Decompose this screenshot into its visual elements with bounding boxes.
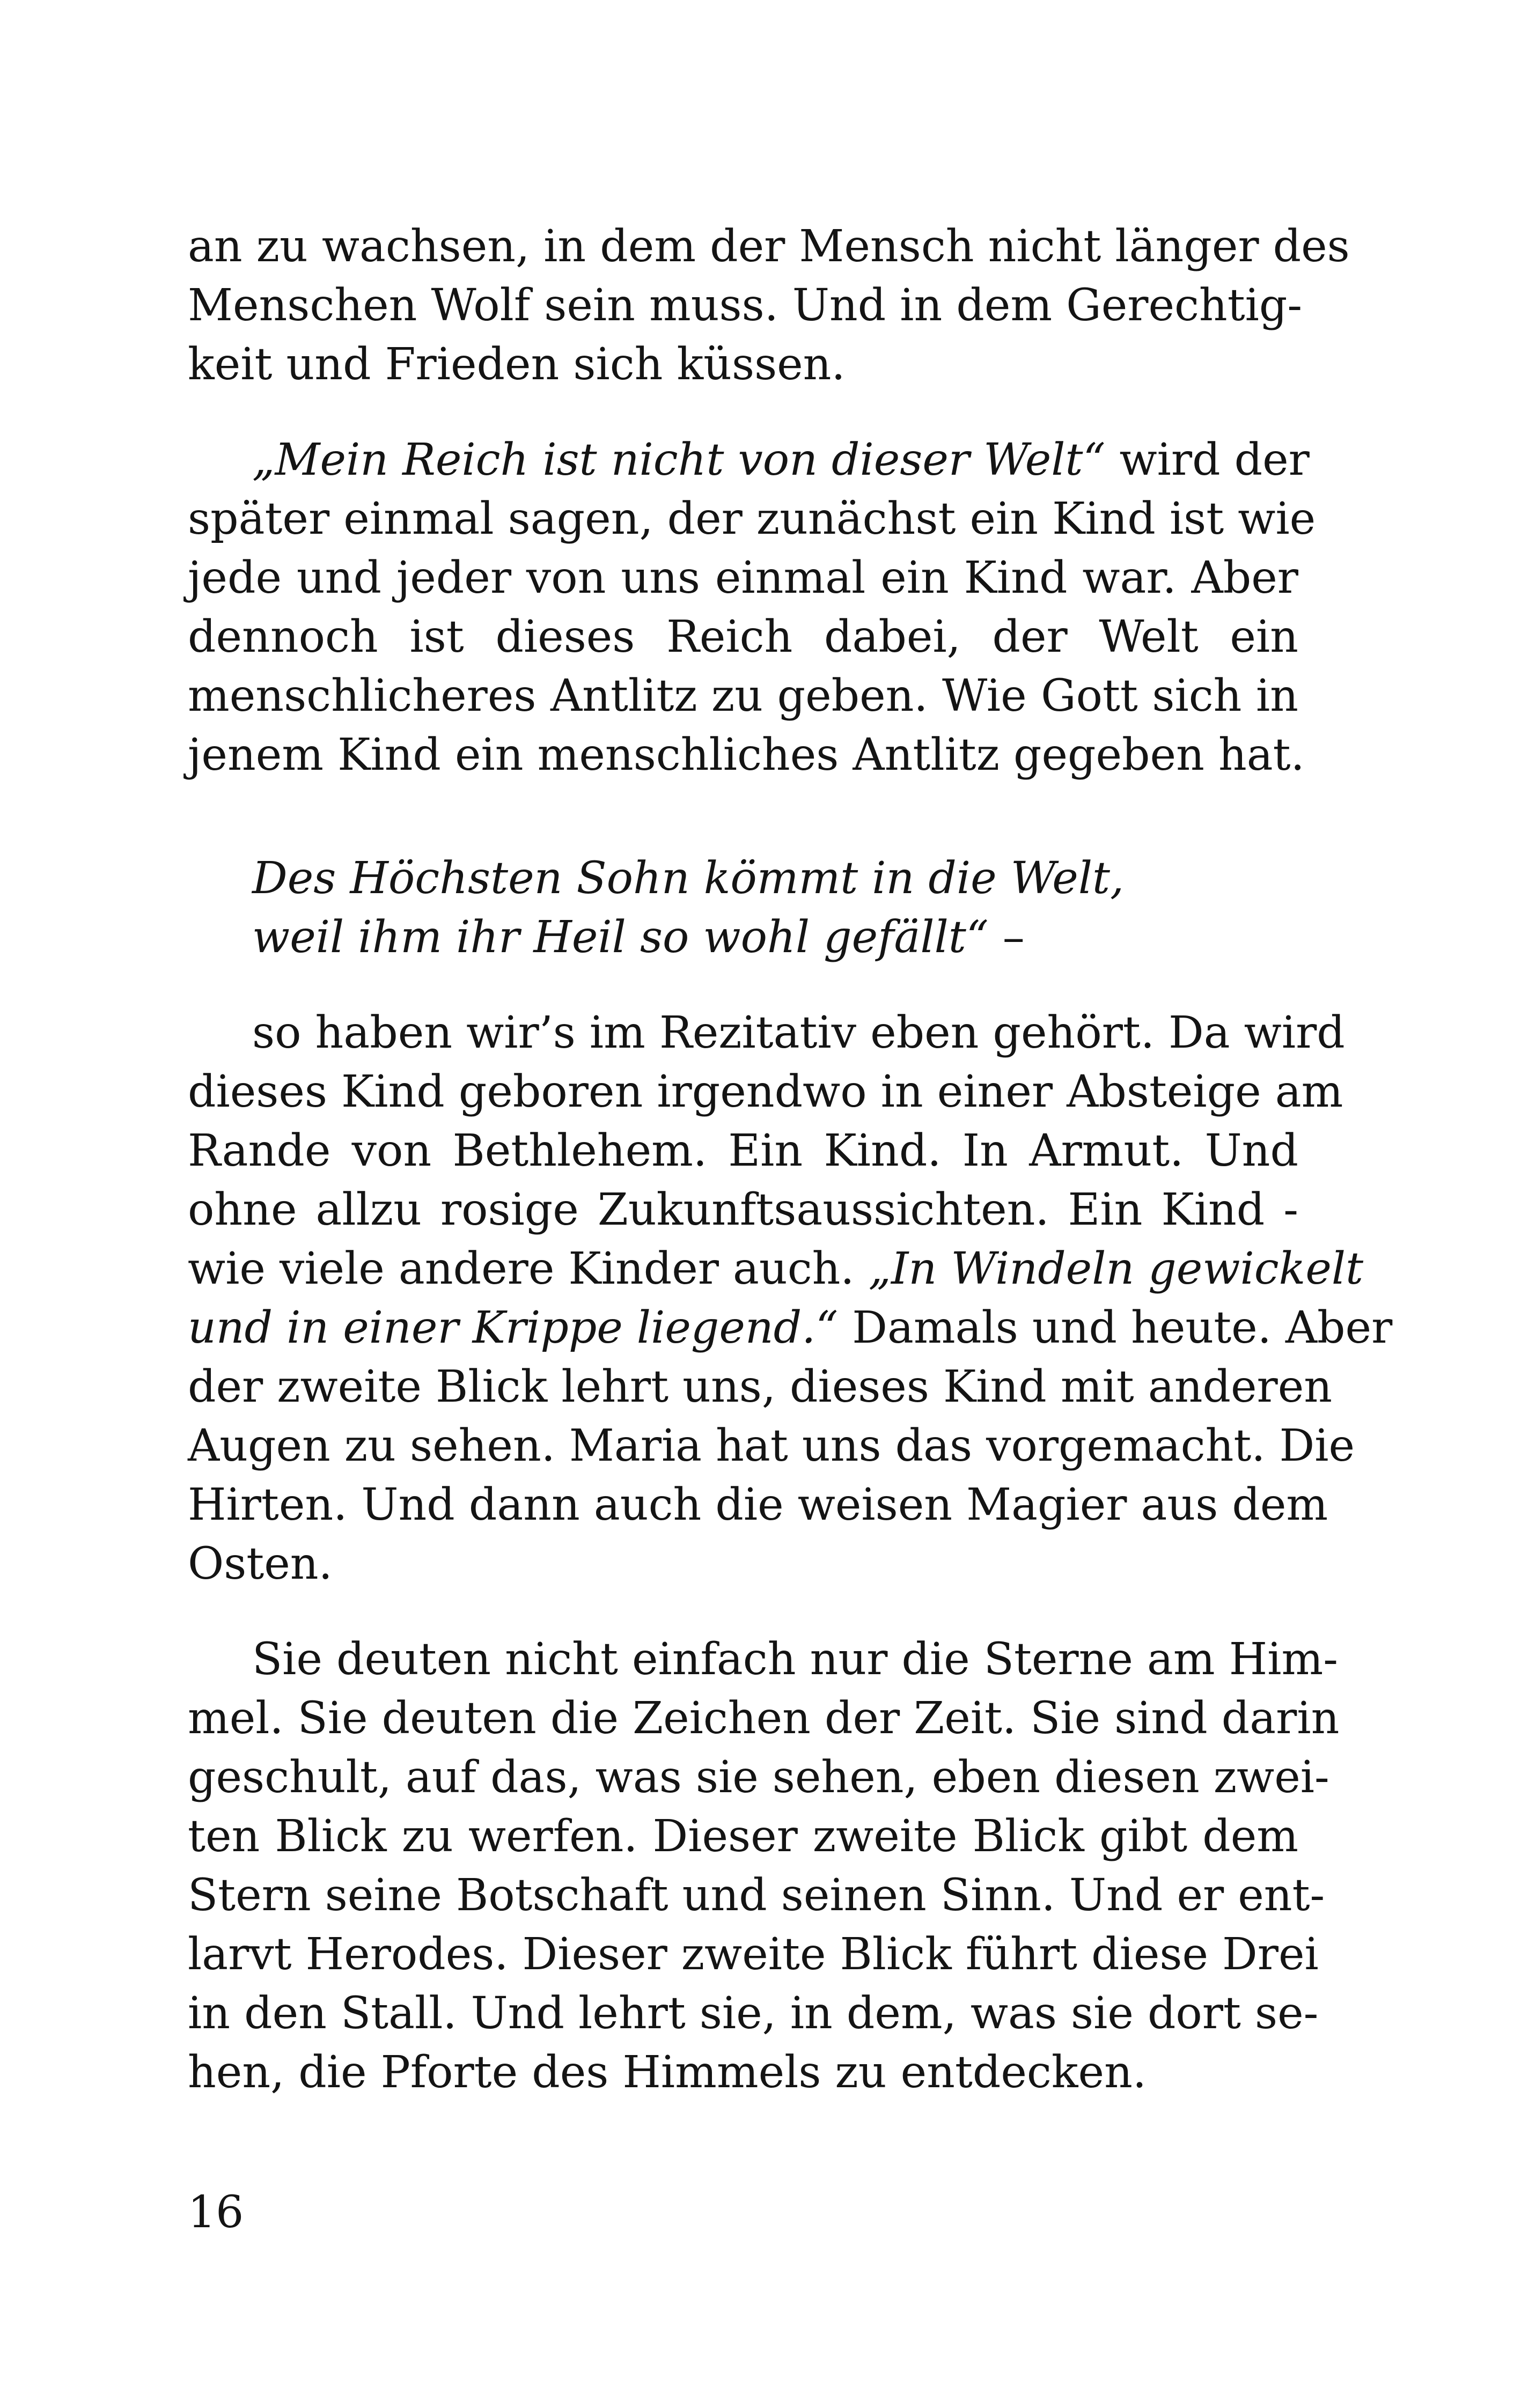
text-line: Sie deuten nicht einfach nur die Sterne am Him- xyxy=(252,1634,1338,1685)
text-line xyxy=(188,1299,1393,1358)
quote: und in einer Krippe liegend.“ xyxy=(188,1302,839,1353)
paragraph-4 xyxy=(188,1630,1340,2102)
text-line: jenem Kind ein menschliches Antlitz gegeben hat. xyxy=(188,730,1305,780)
text-line: jede und jeder von uns einmal ein Kind war. Aber xyxy=(188,553,1298,603)
quote: „In Windeln gewickelt xyxy=(868,1243,1364,1294)
text-line: Osten. xyxy=(188,1538,333,1589)
body-text xyxy=(188,217,1393,2102)
text-fragment: wird der xyxy=(1105,435,1310,485)
text-line: in den Stall. Und lehrt sie, in dem, was sie dort se- xyxy=(188,1988,1319,2039)
text-line: mel. Sie deuten die Zeichen der Zeit. Sie sind darin xyxy=(188,1693,1340,1744)
page-number: 16 xyxy=(188,2187,244,2238)
text-fragment: wie viele andere Kinder auch. xyxy=(188,1243,869,1294)
verse-text: weil ihm ihr Heil so wohl gefällt“ xyxy=(252,912,989,963)
text-line: ohne allzu rosige Zukunftsaussichten. Ein Kind - xyxy=(188,1184,1298,1235)
dash: – xyxy=(988,912,1025,963)
text-line: larvt Herodes. Dieser zweite Blick führt diese Drei xyxy=(188,1929,1319,1980)
text-line: Hirten. Und dann auch die weisen Magier aus dem xyxy=(188,1479,1328,1530)
text-fragment: Damals und heute. Aber xyxy=(838,1302,1393,1353)
quote: „Mein Reich ist nicht von dieser Welt“ xyxy=(252,435,1106,485)
text-line: hen, die Pforte des Himmels zu entdecken. xyxy=(188,2047,1147,2098)
text-line: der zweite Blick lehrt uns, dieses Kind mit anderen xyxy=(188,1361,1333,1412)
text-line: keit und Frieden sich küssen. xyxy=(188,339,846,390)
paragraph-2 xyxy=(188,431,1316,785)
text-line: dieses Kind geboren irgendwo in einer Absteige am xyxy=(188,1066,1343,1117)
text-line: geschult, auf das, was sie sehen, eben diesen zwei- xyxy=(188,1752,1329,1803)
text-line: an zu wachsen, in dem der Mensch nicht länger des xyxy=(188,221,1350,272)
paragraph-3 xyxy=(188,1004,1393,1594)
paragraph-1 xyxy=(188,217,1350,394)
verse-quote xyxy=(188,849,1298,967)
text-line: Menschen Wolf sein muss. Und in dem Gerechtig- xyxy=(188,280,1303,331)
text-line: so haben wir’s im Rezitativ eben gehört. Da wird xyxy=(252,1007,1345,1058)
text-line: Stern seine Botschaft und seinen Sinn. Und er ent- xyxy=(188,1870,1325,1921)
text-line: dennoch ist dieses Reich dabei, der Welt ein xyxy=(188,612,1298,662)
verse-line: Des Höchsten Sohn kömmt in die Welt, xyxy=(252,853,1125,904)
text-line: menschlicheres Antlitz zu geben. Wie Gott sich in xyxy=(188,671,1298,721)
text-line: Augen zu sehen. Maria hat uns das vorgemacht. Die xyxy=(188,1420,1355,1471)
text-line: später einmal sagen, der zunächst ein Kind ist wie xyxy=(188,494,1316,544)
verse-line xyxy=(188,908,1298,967)
text-line xyxy=(188,1240,1364,1299)
text-line: ten Blick zu werfen. Dieser zweite Blick gibt dem xyxy=(188,1811,1298,1862)
text-line xyxy=(188,431,1310,490)
text-line: Rande von Bethlehem. Ein Kind. In Armut. Und xyxy=(188,1125,1298,1176)
